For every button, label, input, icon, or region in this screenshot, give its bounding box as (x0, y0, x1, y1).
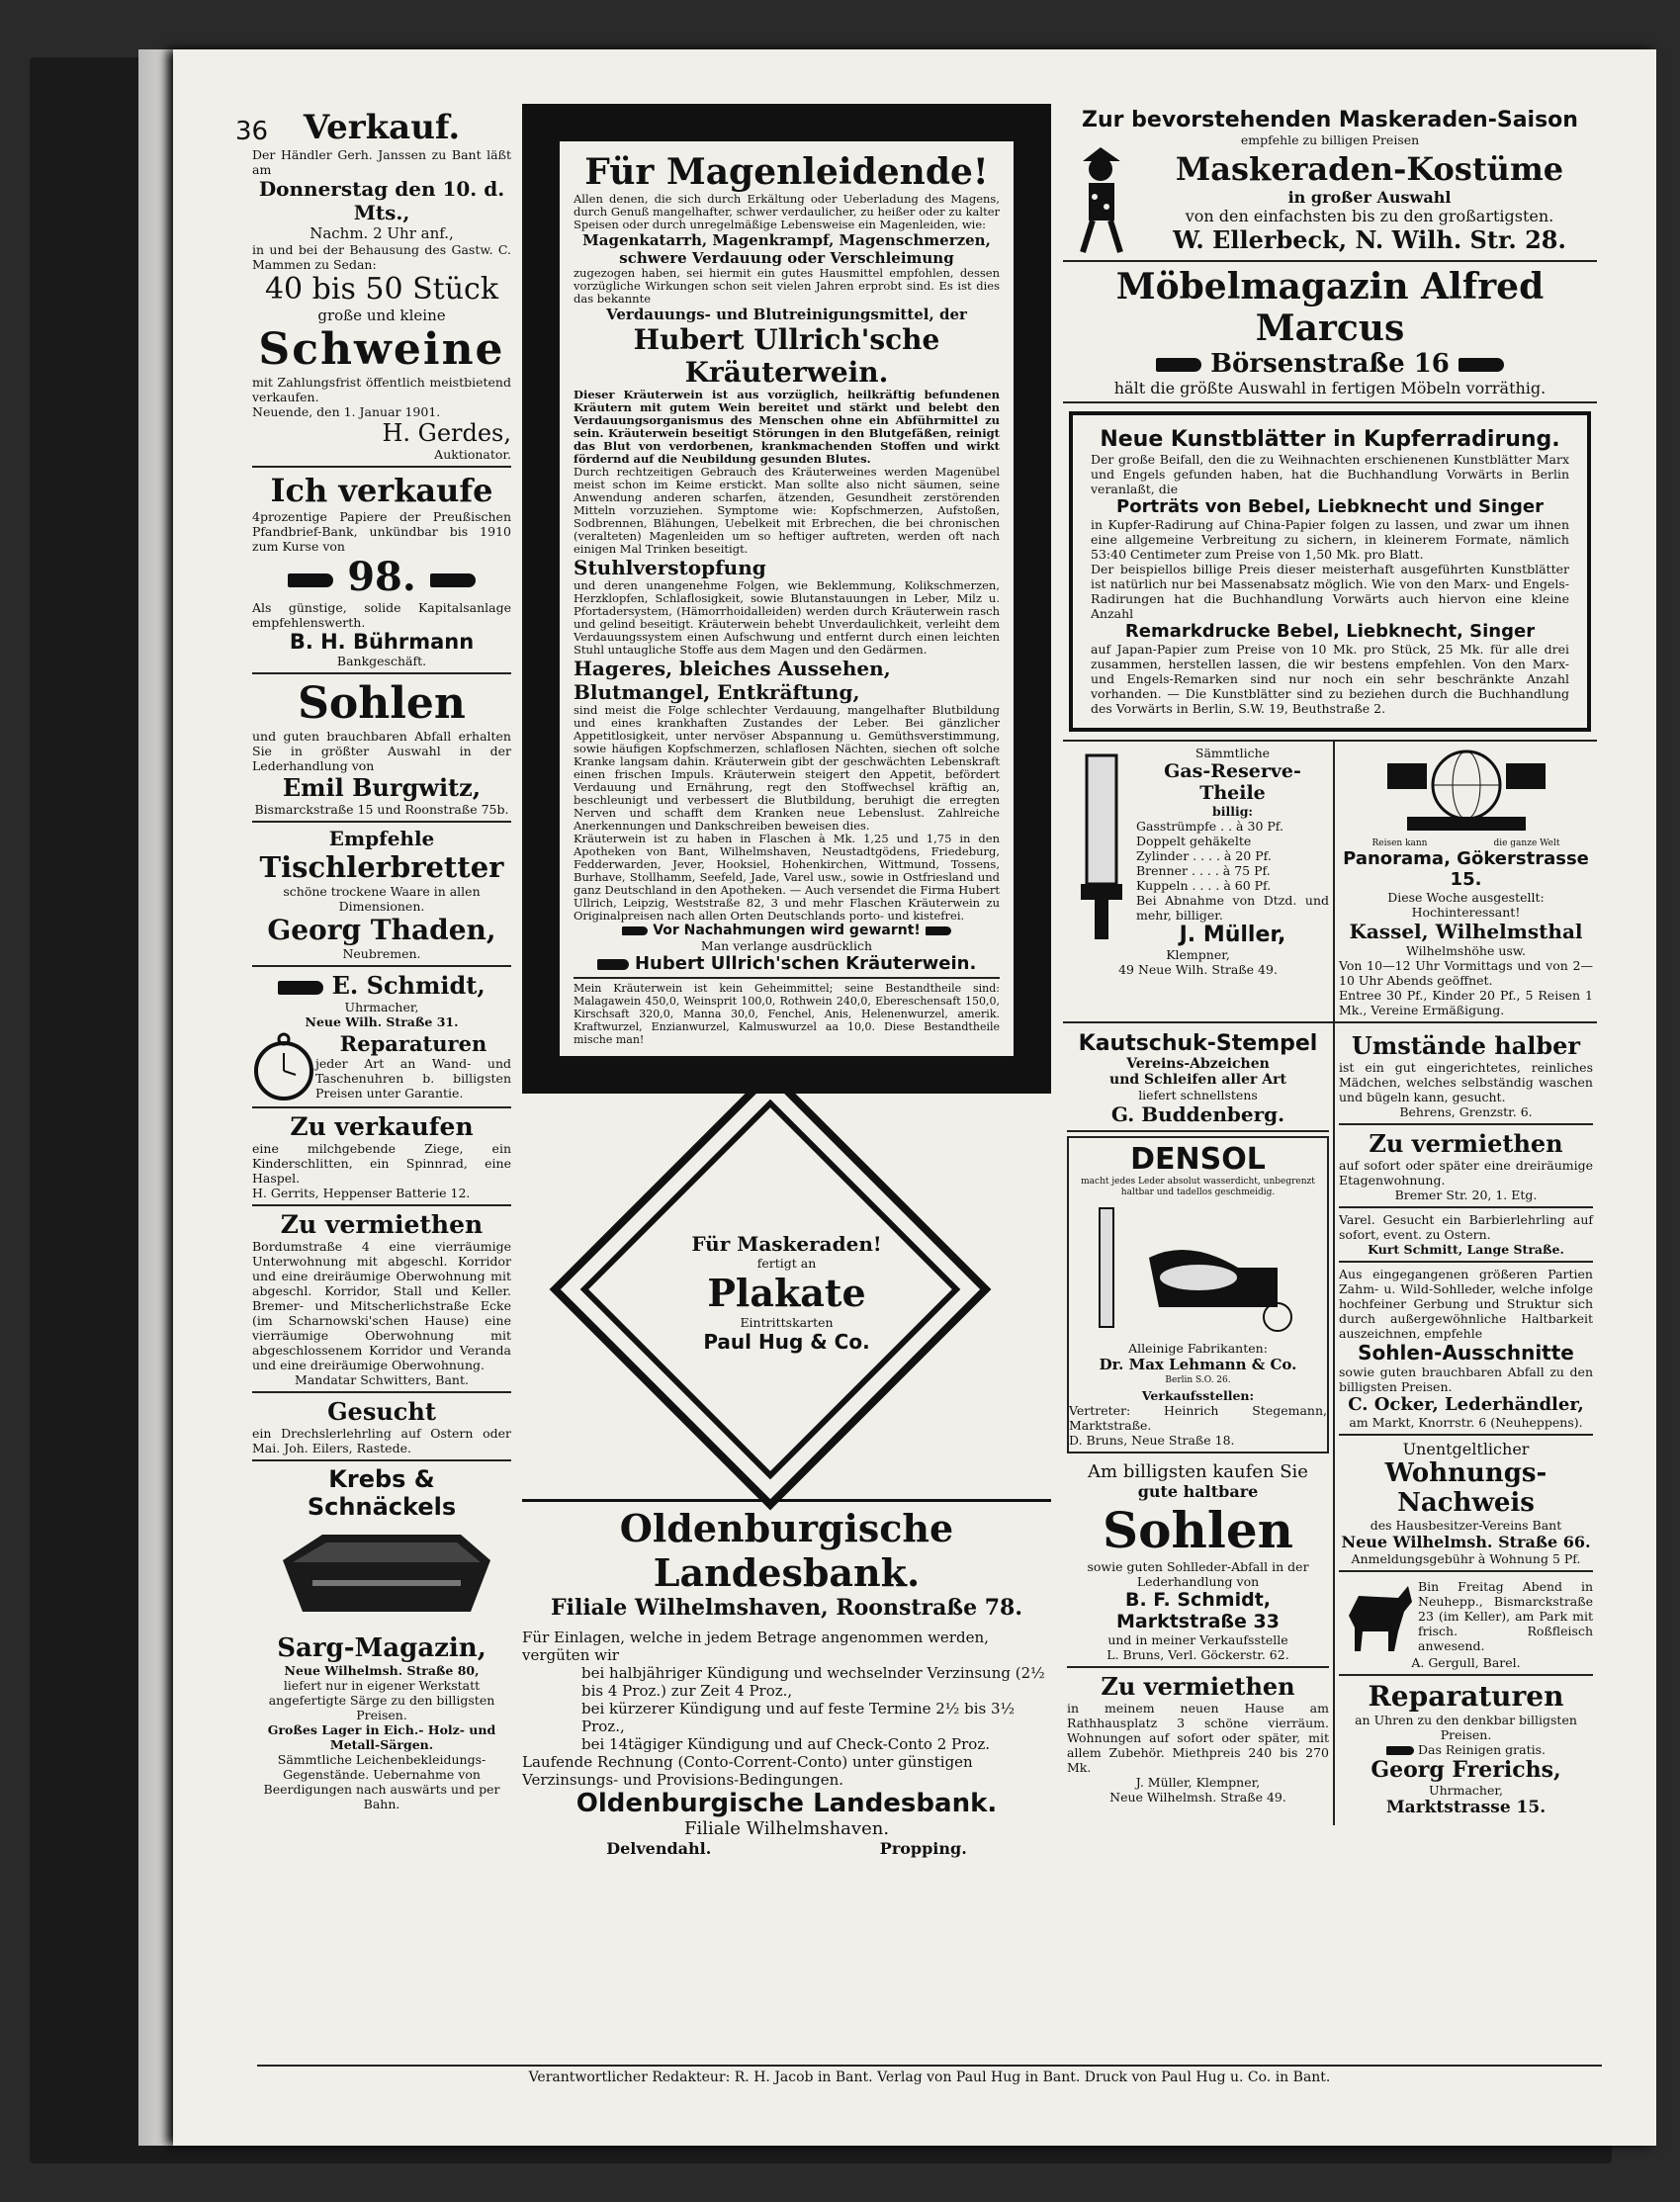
ad-umstaende-halber: Umstände halber ist ein gut eingerichtetes, reinliches Mädchen, welches selbständig waschen und bügeln kann, gesucht. Behrens, Grenzstr. 6. (1339, 1027, 1593, 1125)
ad-vermiethen-bremer: Zu vermiethen auf sofort oder später eine dreiräumige Etagenwohnung. Bremer Str. 20, 1. Etg. (1339, 1125, 1593, 1208)
ad-vermiethen-mueller: Zu vermiethen in meinem neuen Hause am Rathhausplatz 3 schöne vierräum. Wohnungen auf sofort oder später, mit allem Zubehör. Miethpreis 240 bis 270 Mk. J. Müller, Klempner, Neue Wilhelmsh. Straße 49. (1067, 1672, 1329, 1805)
imprint-footer: Verantwortlicher Redakteur: R. H. Jacob in Bant. Verlag von Paul Hug in Bant. Druck von Paul Hug u. Co. in Bant. (257, 2065, 1602, 2085)
horse-illustration (1339, 1576, 1418, 1655)
ad-tischlerbretter: Empfehle Tischlerbretter schöne trockene Waare in allen Dimensionen. Georg Thaden, Neubremen. (252, 823, 511, 967)
ad-landesbank: Oldenburgische Landesbank. Filiale Wilhelmshaven, Roonstraße 78. Für Einlagen, welche in jedem Betrage angenommen werden, vergüten wir bei halbjähriger Kündigung und wechselnder Verzinsung (2½ bis 4 Proz.) zur Zeit 4 Proz., bei kürzerer Kündigung und auf feste Termine 2½ bis 3½ Proz., bei 14tägiger Kündigung und auf Check-Conto 2 Proz. Laufende Rechnung (Conto-Corrent-Conto) unter günstigen Verzinsungs- und Provisions-Bedingungen. Oldenburgische Landesbank. Filiale Wilhelmshaven. Delvendahl. Propping. (522, 1499, 1051, 1862)
ad-moebelmagazin: Möbelmagazin Alfred Marcus Börsenstraße 16 hält die größte Auswahl in fertigen Möbeln vorräthig. (1063, 262, 1597, 403)
ad-panorama: Reisen kann die ganze Welt Panorama, Gökerstrasse 15. Diese Woche ausgestellt: Hochinteressant! Kassel, Wilhelmsthal Wilhelmshöhe usw. Von 10—12 Uhr Vormittags und von 2—10 Uhr Abends geöffnet. Entree 30 Pf., Kinder 20 Pf., 5 Reisen 1 Mk., Vereine Ermäßigung. (1335, 742, 1597, 1021)
ad-kunstblaetter: Neue Kunstblätter in Kupferradirung. Der große Beifall, den die zu Weihnachten erschienenen Kunstblätter Marx und Engels gefunden haben, hat die Buchhandlung Vorwärts in Berlin veranlaßt, die Porträts von Bebel, Liebknecht und Singer in Kupfer-Radirung auf China-Papier folgen zu lassen, und zwar um ihnen eine allgemeine Verbreitung zu sichern, in kleinerem Formate, nämlich 53:40 Centimeter zum Preise von 1,50 Mk. pro Blatt. Der beispiellos billige Preis dieser meisterhaft ausgeführten Kunstblätter ist natürlich nur bei Massenabsatz möglich. Wie von den Marx- und Engels-Radirungen hat die Buchhandlung Vorwärts auch hiervon eine kleine Anzahl Remarkdrucke Bebel, Liebknecht, Singer auf Japan-Papier zum Preise von 10 Mk. pro Stück, 25 Mk. für alle drei zusammen, herstellen lassen, die wir bestens empfehlen. Von den Marx- und Engels-Remarken sind nur noch ein sehr beschränkte Anzahl vorhanden. — Die Kunstblätter sind zu beziehen durch die Buchhandlung des Vorwärts in Berlin, S.W. 19, Beuthstraße 2. (1069, 411, 1591, 732)
ad-rossfleisch: Bin Freitag Abend in Neuhepp., Bismarckstraße 23 (im Keller), am Park mit frisch. Roßfleisch anwesend. A. Gergull, Barel. (1339, 1572, 1593, 1676)
ad-kautschuk-stempel: Kautschuk-Stempel Vereins-Abzeichen und Schleifen aller Art liefert schnellstens G. Buddenberg. (1067, 1027, 1329, 1132)
ad-reparaturen-frerichs: Reparaturen an Uhren zu den denkbar billigsten Preisen. Das Reinigen gratis. Georg Frerichs, Uhrmacher, Marktstrasse 15. (1355, 1680, 1577, 1817)
pointing-hand-icon (278, 981, 323, 995)
gas-price-list: Gasstrümpfe . . à 30 Pf. Doppelt gehäkelte Zylinder . . . . à 20 Pf. Brenner . . . . à 75 Pf. Kuppeln . . . . à 60 Pf. Bei Abnahme von Dtzd. und mehr, billiger. (1136, 819, 1329, 923)
ad-title: Verkauf. (303, 108, 461, 147)
ad-billig-sohlen: Am billigsten kaufen Sie gute haltbare Sohlen sowie guten Sohlleder-Abfall in der Lederhandlung von B. F. Schmidt, Marktstraße 33 und in meiner Verkaufsstelle L. Bruns, Verl. Göckerstr. 62. (1067, 1457, 1329, 1668)
globe-flags-illustration (1368, 746, 1565, 835)
ad-verkauf-schweine: Verkauf. Der Händler Gerh. Janssen zu Bant läßt am Donnerstag den 10. d. Mts., Nachm. 2 Uhr anf., in und bei der Behausung des Gastw. C. Mammen zu Sedan: 40 bis 50 Stück große und kleine Schweine mit Zahlungsfrist öffentlich meistbietend verkaufen. Neuende, den 1. Januar 1901. H. Gerdes, Auktionator. (252, 104, 511, 468)
col3-left-subcolumn (1063, 1023, 1335, 1825)
pointing-hand-icon (430, 573, 476, 587)
ad-gesucht-drechsler: Gesucht ein Drechslerlehrling auf Ostern oder Mai. Joh. Eilers, Rastede. (252, 1393, 511, 1461)
ad-row-lower (1063, 1021, 1597, 1825)
ad-zu-vermiethen-bordum: Zu vermiethen Bordumstraße 4 eine vierräumige Unterwohnung mit abgeschl. Korridor und eine dreiräumige Oberwohnung mit abgeschl. Korridor, Stall und Keller. Bremer- und Mitscherlichstraße Ecke (im Scharnowski'schen Hause) eine vierräumige Oberwohnung mit abgeschlossenem Korridor und Veranda und eine dreiräumige Oberwohnung. Mandatar Schwitters, Bant. (252, 1206, 511, 1393)
ad-plakate: Für Maskeraden! fertigt an Plakate Eintrittskarten Paul Hug & Co. (522, 1143, 1051, 1479)
ad-zu-verkaufen: Zu verkaufen eine milchgebende Ziege, ein Kinderschlitten, ein Spinnrad, eine Haspel. H. Gerrits, Heppenser Batterie 12. (252, 1108, 511, 1206)
pointing-hand-icon (597, 959, 629, 970)
ad-sohlen-ausschnitte: Aus eingegangenen größeren Partien Zahm- u. Wild-Sohlleder, welche infolge hochfeiner Gerbung und Struktur sich durch außergewöhnliche Haltbarkeit auszeichnen, empfehle Sohlen-Ausschnitte sowie guten brauchbaren Abfall zu den billigsten Preisen. C. Ocker, Lederhändler, am Markt, Knorrstr. 6 (Neuheppens). (1339, 1263, 1593, 1436)
pointing-hand-icon (1459, 358, 1504, 372)
gas-lamp-illustration (1067, 746, 1136, 943)
column-middle (522, 104, 1051, 1862)
ad-barbierlehrling: Varel. Gesucht ein Barbierlehrling auf sofort, event. zu Ostern. Kurt Schmitt, Lange Straße. (1339, 1208, 1593, 1263)
pocket-watch-icon (252, 1029, 315, 1102)
pointing-hand-icon (1386, 1746, 1414, 1755)
ad-row-gas-panorama (1063, 740, 1597, 1021)
coffin-illustration (263, 1521, 500, 1629)
ad-densol: DENSOL macht jedes Leder absolut wasserdicht, unbegrenzt haltbar und tadellos geschmeidig. Alleinige Fabrikanten: Dr. Max Lehmann & Co. Berlin S.O. 26. Verkaufsstellen: Vertreter: Heinrich Stegemann, Marktstraße. D. Bruns, Neue Straße 18. (1067, 1136, 1329, 1453)
ad-uhrmacher-schmidt: E. Schmidt, Uhrmacher, Neue Wilh. Straße 31. Reparaturen jeder Art an Wand- und Taschenuhren b. billigsten Preisen unter Garantie. (252, 967, 511, 1108)
ad-papiere: Ich verkaufe 4prozentige Papiere der Preußischen Pfandbrief-Bank, unkündbar bis 1910 zum Kurse von 98. Als günstige, solide Kapitalsanlage empfehlenswerth. B. H. Bührmann Bankgeschäft. (252, 468, 511, 674)
boot-hands-illustration (1090, 1198, 1307, 1337)
page-number: 36 (235, 117, 269, 146)
col3-right-subcolumn (1335, 1023, 1597, 1825)
column-left (252, 104, 511, 1815)
column-right (1063, 104, 1597, 1825)
ad-sarg-magazin: Krebs & Schnäckels Sarg-Magazin, Neue Wilhelmsh. Straße 80, liefert nur in eigener Werkstatt angefertigte Särge zu den billigsten Preisen. Großes Lager in Eich.- Holz- und Metall-Särgen. Sämmtliche Leichenbekleidungs-Gegenstände. Uebernahme von Beerdigungen nach auswärts und per Bahn. (263, 1465, 500, 1811)
ad-kraeuterwein-frame (522, 104, 1051, 1094)
jester-figure-illustration (1063, 147, 1142, 256)
ad-kraeuterwein: Für Magenleidende! Allen denen, die sich durch Erkältung oder Ueberladung des Magens, durch Genuß mangelhafter, schwer verdaulicher, zu heißer oder zu kalter Speisen oder durch unregelmäßige Lebensweise ein Magenleiden, wie: Magenkatarrh, Magenkrampf, Magenschmerzen, schwere Verdauung oder Verschleimung zugezogen haben, sei hiermit ein gutes Hausmittel empfohlen, dessen vorzügliche Wirkungen schon seit vielen Jahren erprobt sind. Es ist dies das bekannte Verdauungs- und Blutreinigungsmittel, der Hubert Ullrich'sche Kräuterwein. Dieser Kräuterwein ist aus vorzüglich, heilkräftig befundenen Kräutern mit gutem Wein bereitet und stärkt und belebt den Verdauungsorganismus des Menschen ohne ein Abführmittel zu sein. Kräuterwein beseitigt Störungen in den Blutgefäßen, reinigt das Blut von verdorbenen, krankmachenden Stoffen und wirkt fördernd auf die Neubildung gesunden Blutes. Durch rechtzeitigen Gebrauch des Kräuterweines werden Magenübel meist schon im Keime erstickt. Man sollte also nicht säumen, seine Anwendung anderen scharfen, ätzenden, Gesundheit zerstörenden Mitteln vorzuziehen. Symptome wie: Kopfschmerzen, Aufstoßen, Sodbrennen, Blähungen, Uebelkeit mit Erbrechen, die bei chronischen (veralteten) Magenleiden um so heftiger auftreten, werden oft nach einigen Mal Trinken beseitigt. Stuhlverstopfung und deren unangenehme Folgen, wie Beklemmung, Kolikschmerzen, Herzklopfen, Schlaflosigkeit, sowie Blutanstauungen in Leber, Milz u. Pfortadersystem, (Hämorrhoidalleiden) werden durch Kräuterwein rasch und gelind beseitigt. Kräuterwein behebt Unverdaulichkeit, verleiht dem Verdauungssystem einen Aufschwung und entfernt durch einen leichten Stuhl untaugliche Stoffe aus dem Magen und den Gedärmen. Hageres, bleiches Aussehen, Blutmangel, Entkräftung, sind meist die Folge schlechter Verdauung, mangelhafter Blutbildung und eines krankhaften Zustandes der Leber. Bei gänzlicher Appetitlosigkeit, unter nervöser Abspannung u. Gemüthsverstimmung, sowie häufigen Kopfschmerzen, schlaflosen Nächten, siechen oft solche Kranke langsam dahin. Kräuterwein gibt der geschwächten Lebenskraft einen frischen Impuls. Kräuterwein steigert den Appetit, befördert Verdauung und Ernährung, regt den Stoffwechsel kräftig an, beschleunigt und verbessert die Blutbildung, beruhigt die erregten Nerven und schafft dem Kranken neue Lebenslust. Zahlreiche Anerkennungen und Dankschreiben beweisen dies. Kräuterwein ist zu haben in Flaschen à Mk. 1,25 und 1,75 in den Apotheken von Bant, Wilhelmshaven, Neustadtgödens, Friedeburg, Fedderwarden, Jever, Hooksiel, Hohenkirchen, Wittmund, Tossens, Burhave, Stollhamm, Seefeld, Jade, Varel usw., sowie in Ostfriesland und ganz Deutschland in den Apotheken. — Auch versendet die Firma Hubert Ullrich, Leipzig, Weststraße 82, 3 und mehr Flaschen Kräuterwein zu Originalpreisen nach allen Orten Deutschlands porto- und kistefrei. Vor Nachahmungen wird gewarnt! Man verlange ausdrücklich Hubert Ullrich'schen Kräuterwein. Mein Kräuterwein ist kein Geheimmittel; seine Bestandtheile sind: Malagawein 450,0, Weinsprit 100,0, Rothwein 240,0, Ebereschensaft 150,0, Kirschsaft 320,0, Manna 30,0, Fenchel, Anis, Helenenwurzel, amerik. Kraftwurzel, Enzianwurzel, Kalmuswurzel aa 10,0. Diese Bestandtheile mische man! (560, 141, 1014, 1056)
pointing-hand-icon (926, 926, 951, 935)
pointing-hand-icon (622, 926, 648, 935)
pointing-hand-icon (288, 573, 333, 587)
ad-wohnungs-nachweis: Unentgeltlicher Wohnungs-Nachweis des Hausbesitzer-Vereins Bant Neue Wilhelmsh. Straße 66. Anmeldungsgebühr à Wohnung 5 Pf. (1339, 1436, 1593, 1572)
ad-sohlen-burgwitz: Sohlen und guten brauchbaren Abfall erhalten Sie in größter Auswahl in der Lederhandlung von Emil Burgwitz, Bismarckstraße 15 und Roonstraße 75b. (252, 674, 511, 823)
ad-gas-reserve: Sämmtliche Gas-Reserve-Theile billig: Gasstrümpfe . . à 30 Pf. Doppelt gehäkelte Zylinder . . . . à 20 Pf. Brenner . . . . à 75 Pf. Kuppeln . . . . à 60 Pf. Bei Abnahme von Dtzd. und mehr, billiger. J. Müller, Klempner, 49 Neue Wilh. Straße 49. (1063, 742, 1335, 1021)
pointing-hand-icon (1156, 358, 1201, 372)
ad-maskeraden-kostueme: Zur bevorstehenden Maskeraden-Saison empfehle zu billigen Preisen Maskeraden-Kostüme in großer Auswahl von den einfachsten bis zu den großartigsten. W. Ellerbeck, N. Wilh. Str. 28. (1063, 104, 1597, 262)
